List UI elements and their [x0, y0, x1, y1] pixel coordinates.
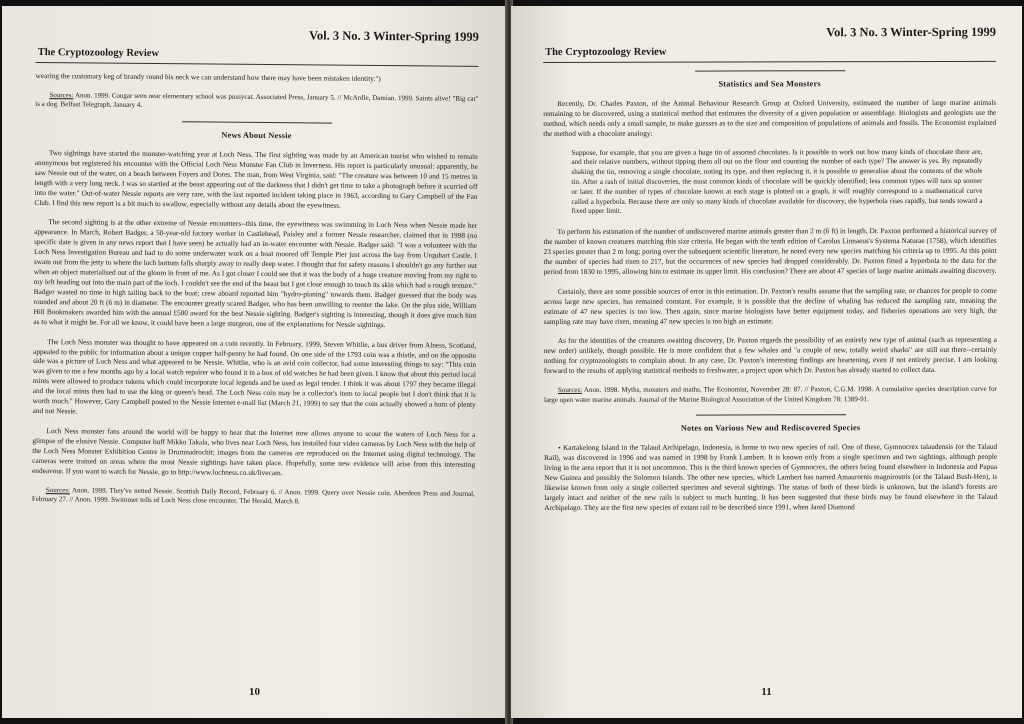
- section-divider: [695, 70, 845, 71]
- sources-label: Sources:: [49, 91, 74, 100]
- left-page-content: [32, 22, 479, 508]
- statistics-heading: Statistics and Sea Monsters: [718, 79, 821, 89]
- left-running-head: [36, 22, 479, 67]
- left-sources-2: [32, 486, 475, 509]
- section-divider: [696, 414, 846, 415]
- nessie-paragraph-4: Loch Ness monster fans around the world will be happy to hear that the Internet now allows anyone to scour the waters of Loch Ness for a glimpse of the elusive Nessie. Computer buff Mikko Takala, who lives near Loch Ness, has installed four video cameras by Loch Ness with the help of the Loch Ness Monster Exhibition Centre in Drumnadrochit; images from the cameras are reproduced on the Internet using digital technology. The cameras were trained on areas where the most Nessie sightings have taken place. Hopefully, some new evidence will arise from this interesting endeavour. If you want to watch for Nessie, go to http://www.lochness.co.uk/livecam.: [32, 426, 476, 477]
- quote-text: Suppose, for example, that you are given a huge tin of assorted chocolates. Is it possible to work out how many kinds of chocolate there are, and their relative numbers, without tipping them all out on the floor and counting the number of each type? The answer is yes. By repeatedly shaking the tin, removing a single chocolate, noting its type, and then replacing it, it is possible to generalise about the contents of the whole tin. After a rash of initial discoveries, the most common kinds of chocolate will be quickly identified; less common types will turn up sooner or later. If the number of types of chocolate known at each stage is plotted on a graph, it will roughly correspond to a mathematical curve called a hyperbola. Because there are only so many kinds of chocolate available for discovery, the hyperbola rises rapidly, but tends toward a fixed upper limit.: [571, 147, 983, 216]
- right-issue-label: Vol. 3 No. 3 Winter-Spring 1999: [826, 24, 997, 40]
- left-page-number: 10: [249, 686, 260, 698]
- right-page: [511, 6, 1022, 718]
- sources-label: Sources:: [557, 386, 583, 395]
- sources-text: Anon. 1999. They've netted Nessie. Scottish Daily Record, February 6. // Anon. 1999. Query over Nessie coin. Aberdeen Press and Journal, February 27. // Anon. 1999. Swimmer tells of Loch Ness close encounter. The Herald, March 8.: [31, 485, 475, 506]
- left-journal-title: The Cryptozoology Review: [37, 47, 160, 60]
- left-sources-1: [35, 91, 478, 114]
- economist-quote: [571, 148, 982, 218]
- right-sources: [544, 385, 997, 405]
- nessie-paragraph-1: Two sightings have started the monster-watching year at Loch Ness. The first sighting was made by an American tourist who wished to remain anonymous but registered his encounter with the Official Loch Ness Monster Fan Club in Inverness. His report is particularly unusual: apparently, he saw Nessie out of the water, on a beach between Foyers and Dores. The man, from West Virginia, said: "The creature was between 10 and 15 metres in length with a very long neck. I was so startled at the beast appearing out of the darkness that I didn't get time to take a photograph before it scurried off into the water." Out-of-water Nessie reports are very rare, with the last reported incident taking place in 1963, according to Gary Campbell of the Fan Club. I find this new report is a bit much to swallow, especially without any details about the eyewitness.: [34, 148, 478, 210]
- right-journal-title: The Cryptozoology Review: [545, 46, 667, 58]
- sources-text: Anon. 1998. Myths, monsters and maths. The Economist, November 28: 87. // Paxton, C.G.M. 1998. A cumulative species description curve for large open water marine animals. Journal of the Marine Biological Association of the United Kingdom 78: 1389-91.: [543, 384, 997, 404]
- news-about-nessie-heading: News About Nessie: [221, 130, 292, 141]
- statistics-intro: Recently, Dr. Charles Paxton, of the Animal Behaviour Research Group at Oxford University, estimated the number of large marine animals remaining to be discovered, using a statistical method that estimates the diversity of a given population or assemblage. Biologists and geologists use the method, which needs only a small sample, to make guesses as to the size and composition of populations of animals and fossils. The Economist explained the method with a chocolate analogy:: [543, 97, 997, 138]
- sources-text: Anon. 1999. Cougar seen near elementary school was pussycat. Associated Press, January 5. // McArdle, Damian. 1999. Saints alive! "Big cat" is a dog. Belfast Telegraph, January 4.: [35, 91, 479, 110]
- right-page-content: [543, 21, 997, 513]
- left-carryover-text: wearing the customary keg of brandy round his neck we can understand how there may have been mistaken identity."): [35, 70, 381, 84]
- statistics-paragraph-3: As for the identities of the creatures awaiting discovery, Dr. Paxton regards the possibility of an entirely new type of animal (such as representing a new order) unlikely, though possible. He is more confident that a few whales and "a couple of new, totally weird sharks" are still out there--certainly nothing for cryptozoologists to complain about. In any case, Dr. Paxton's interesting findings are heartening, even if not entirely precise. I am looking forward to the results of applying statistical methods to freshwater, a project upon which Dr. Paxton has already started to collect data.: [543, 335, 997, 376]
- right-page-number: 11: [761, 686, 772, 698]
- new-species-paragraph: • Kartakelong Island in the Talaud Archipelago, Indonesia, is home to two new species of rail. One of these, Gymnocrex talaudensis (or the Talaud Rail), was discovered in 1996 and was named in 1998 by Frank Lambert. It is known only from a single specimen and two sightings, although people living in the area report that it is not uncommon. This is the third known species of Gymnocrex, the others being found elsewhere in Indonesia and Papua New Guinea and possibly the Solomon Islands. The other new species, which Lambert has named Amaurornis magnirostris (or the Talaud Bush-Hen), is likewise known from only a single collected specimen and several sightings. The status of both of these birds is unknown, but the island's forests are largely intact and neither of the new rails is subject to much hunting. It has been suggested that these birds may be found elsewhere in the Talaud Archipelago. They are the first new species of extant rail to be described since 1991, when Jared Diamond: [544, 441, 998, 512]
- statistics-paragraph-2: Certainly, there are some possible sources of error in this estimation. Dr. Paxton's results assume that the sampling rate, or chances for people to come across large new species, has remained constant. For example, it is possible that the decline of whaling has reduced the sampling rate, meaning the estimate of 47 new species is too low. Then again, since marine biologists have better equipment today, and fisheries operations are very high, the sampling rate may have risen, meaning 47 new species is too high an estimate.: [543, 285, 997, 326]
- statistics-paragraph-1: To perform his estimation of the number of undiscovered marine animals greater than 2 m (6 ft) in length, Dr. Paxton performed a historical survey of the number of known creatures matching this size criteria. He began with the tenth edition of Carolus Linnaeus's Systema Naturae (1758), which identifies 23 species greater than 2 m long; poring over the subsequent scientific literature, he noted every new species matching his criteria up to 1995. At this point the number of species had risen to 217, but the occurences of new species had dropped considerably. Dr. Paxton fitted a hyperbola to the data for the period from 1830 to 1995, allowing him to estimate its upper limit. His conclusion? There are about 47 species of large marine animals awaiting discovery.: [543, 225, 997, 276]
- section-divider: [182, 121, 332, 123]
- left-issue-label: Vol. 3 No. 3 Winter-Spring 1999: [309, 28, 479, 44]
- new-species-heading: Notes on Various New and Rediscovered Species: [680, 423, 861, 433]
- right-running-head: [543, 21, 996, 63]
- nessie-paragraph-2: The second sighting is at the other extreme of Nessie encounters--this time, the eyewitness was swimming in Loch Ness when Nessie made her appearance. In March, Robert Badger, a 50-year-old factory worker in Castlehead, Paisley and a former Nessie researcher, claimed that in 1998 (no specific date is given in any news report that I have seen) he actually had an in-water encounter with Nessie. Badger said: "I was a volunteer with the Loch Ness Investigation Bureau and had to do some underwater work on a boat moored off Temple Pier just across the bay from Urquhart Castle. I swam out from the jetty to where the loch bottom falls sharply away to really deep water. I thought that for safety reasons I shouldn't go any further out when an object materialised out of the gloom in front of me. As I got closer I could see that it was the body of a huge creature moving from my right to my left heading out into the main part of the loch. I couldn't see the end of the beast but I got close enough to touch its skin which had a rough texture." Badger wasted no time in high tailing back to the boat; crew aboard reported him "hydro-planing" towards them. Badger guessed that the body was rounded and about 20 ft (6 m) in diameter. The encounter greatly scared Badger, who has been unwilling to reenter the lake. On the plus side, William Hill Bookmakers awarded him with the annual £500 award for the best Nessie sighting. Badger's sighting is interesting, though it does give much hint as to what it might be. For all we know, it could have been a large sturgeon, one of the explanations for Nessie sightings.: [33, 217, 478, 329]
- nessie-paragraph-3: The Loch Ness monster was thought to have appeared on a coin recently. In February, 1999, Steven Whitlie, a bus driver from Alness, Scotland, appealed to the public for information about a unique copper half-penny he had found. On one side of the 1793 coin was a thistle, and on the opposite side was a picture of Loch Ness and what appeared to be Nessie. Whitlie, who is an avid coin collector, had some interesting things to say: "This coin was given to me a few months ago by a local watch repairer who found it in a box of old watches he had been given. I know that about this period local mints were allowed to produce tokens which could incorporate local legends and be used as legal tender. I think it was about 1797 they became illegal and the local mints then had to use the king or queen's head. The Loch Ness coin may be a collector's item to local people but I don't think that it is worth much." However, Gary Campbell posted to the Nessie Internet e-mail list (March 21, 1999) to say that the coin actually showed a horn of plenty and not Nessie.: [32, 336, 477, 416]
- sources-label: Sources:: [45, 485, 71, 494]
- left-page: [2, 6, 507, 718]
